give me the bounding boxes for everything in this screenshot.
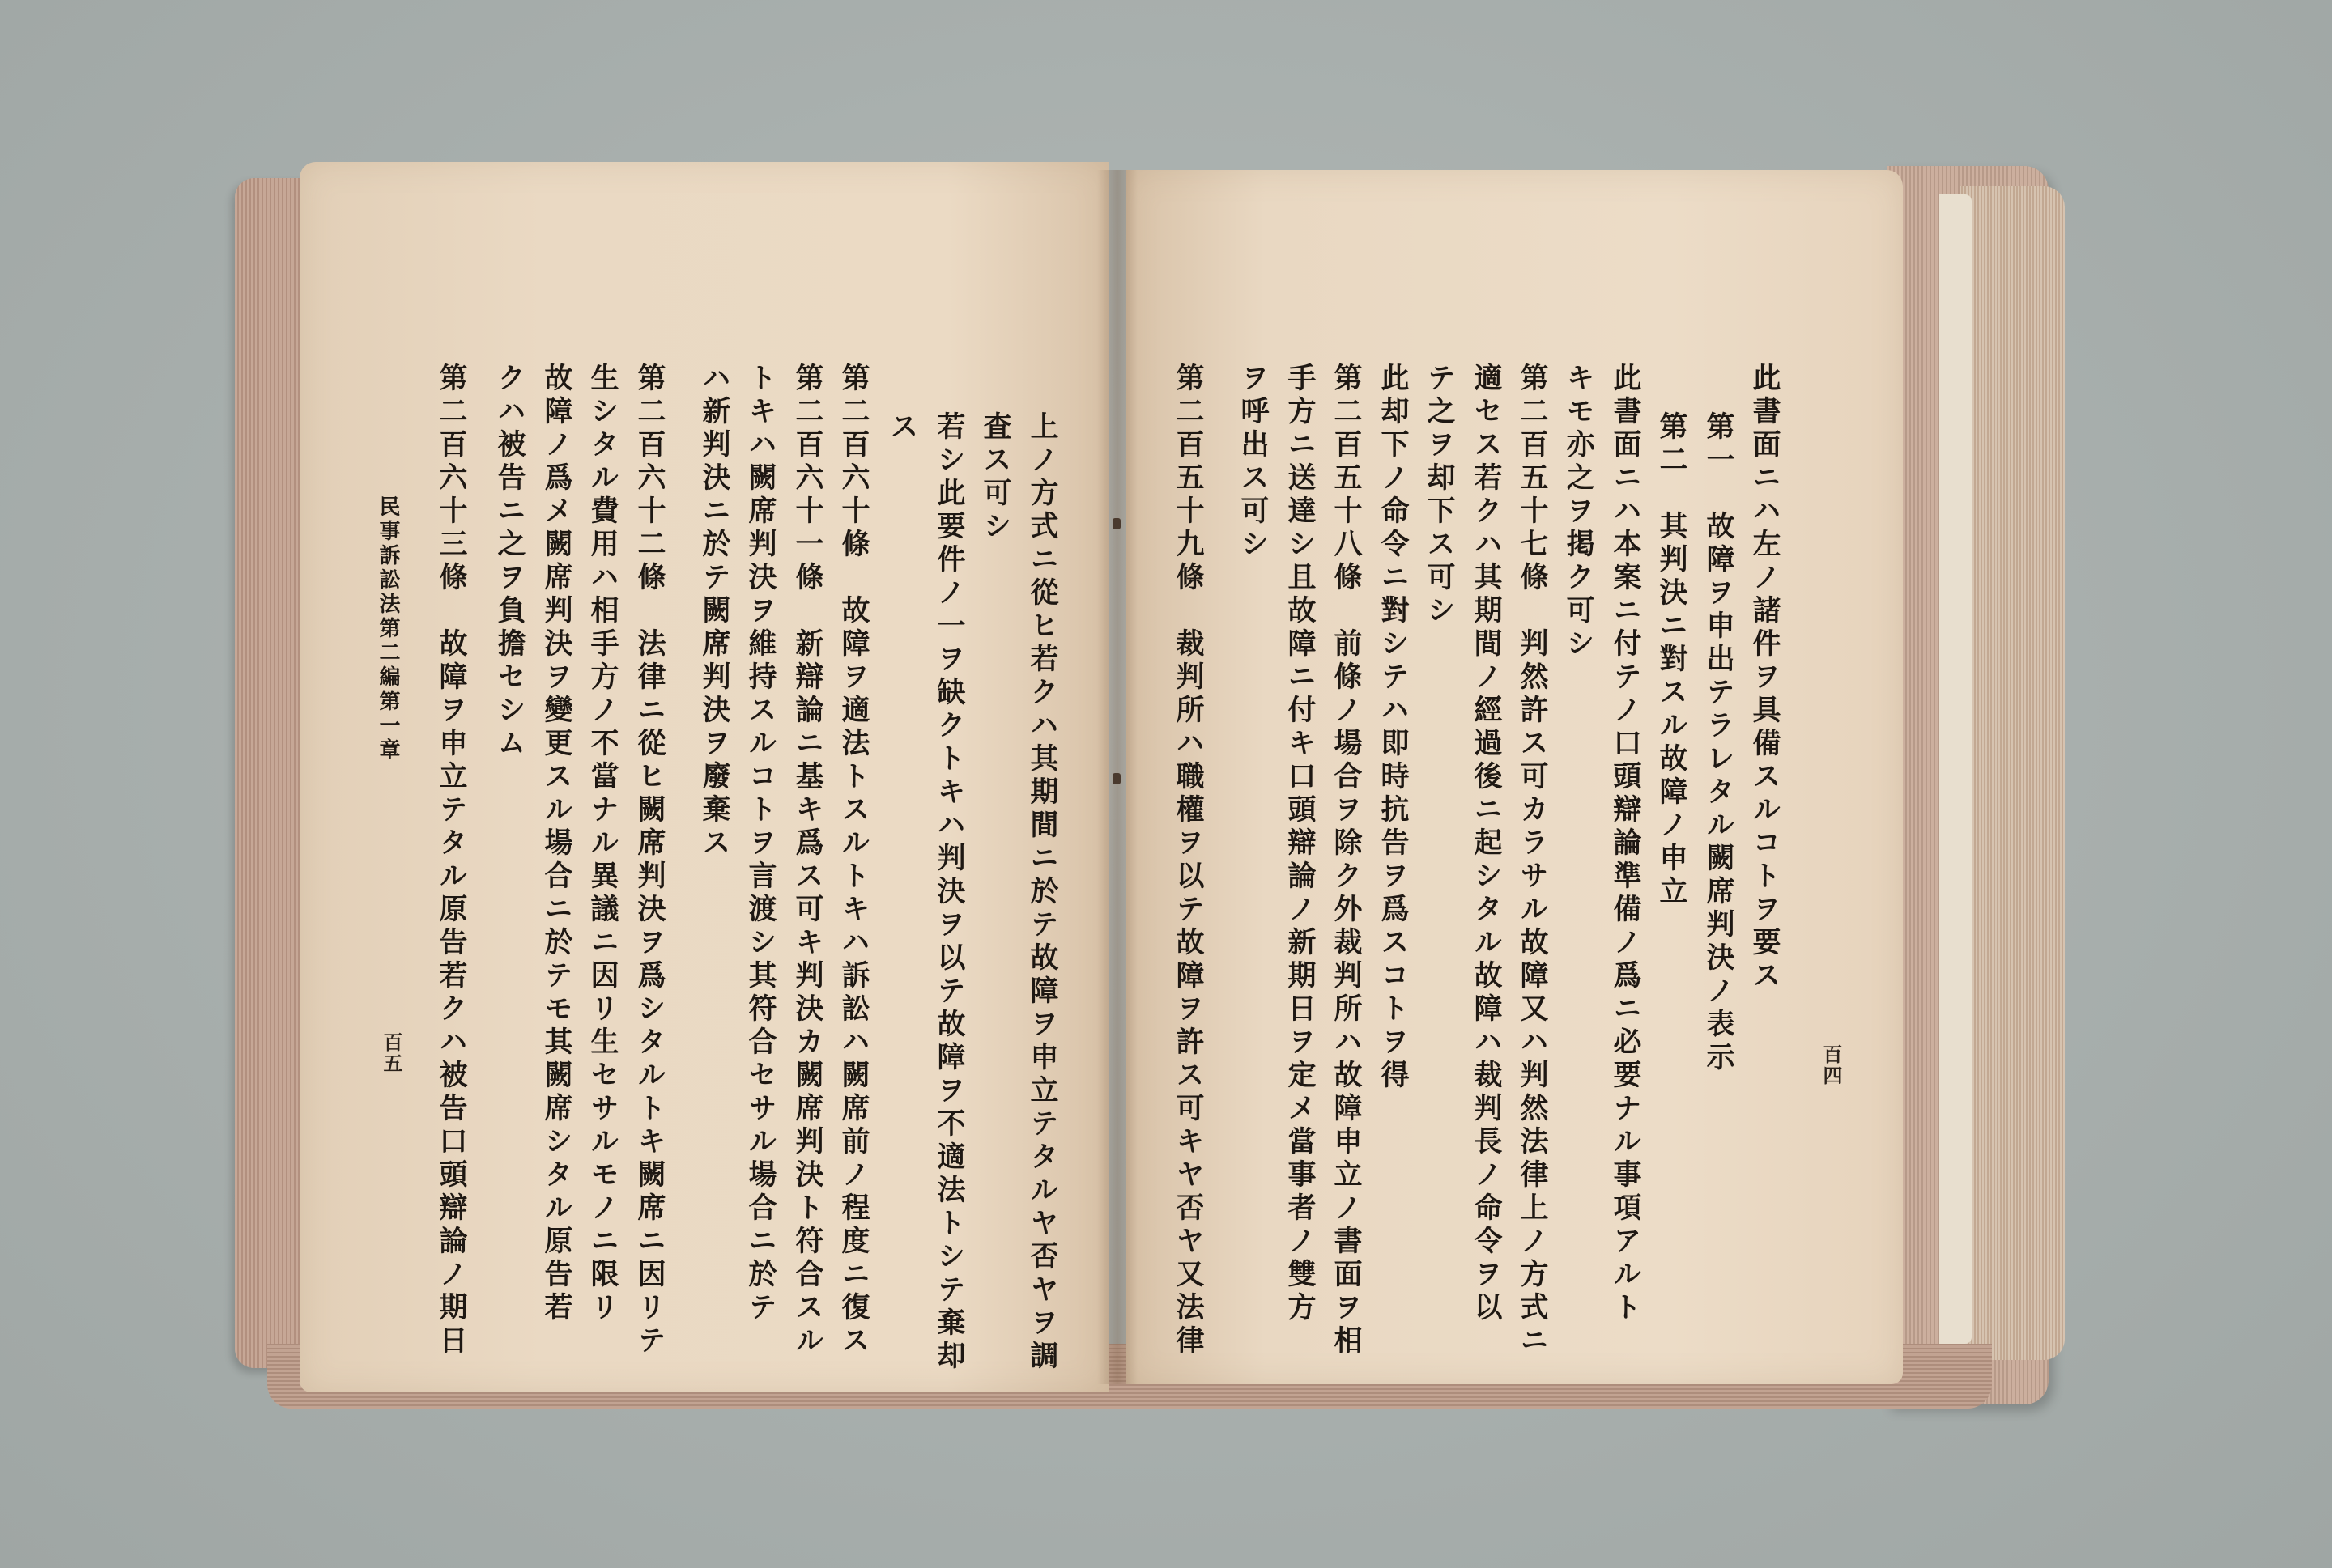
left-line-4: ス [886,411,919,444]
left-line-8: ハ新判決ニ於テ闕席判決ヲ廢棄ス [698,363,731,860]
right-line-5: キモ亦之ヲ掲ク可シ [1562,363,1595,661]
right-line-11: 手方ニ送達シ且故障ニ付キ口頭辯論ノ新期日ヲ定メ當事者ノ雙方 [1283,363,1317,1325]
left-line-5: 第二百六十條 故障ヲ適法トスルトキハ訴訟ハ闕席前ノ程度ニ復ス [837,363,870,1358]
left-line-12: クハ被告ニ之ヲ負擔セシム [493,363,526,761]
right-line-6: 第二百五十七條 判然許ス可カラサル故障又ハ判然法律上ノ方式ニ [1516,363,1549,1358]
right-line-1: 此書面ニハ左ノ諸件ヲ具備スルコトヲ要ス [1748,363,1781,993]
left-line-10: 生シタル費用ハ相手方ノ不當ナル異議ニ因リ生セサルモノニ限リ [586,363,619,1325]
left-line-3: 若シ此要件ノ一ヲ缺クトキハ判決ヲ以テ故障ヲ不適法トシテ棄却 [933,411,966,1374]
right-line-3: 第二 其判決ニ對スル故障ノ申立 [1655,411,1688,909]
running-head: 民事訴訟法第二編第一章 [376,495,400,763]
right-line-7: 適セス若クハ其期間ノ經過後ニ起シタル故障ハ裁判長ノ命令ヲ以 [1470,363,1503,1325]
left-line-13: 第二百六十三條 故障ヲ申立テタル原告若クハ被告口頭辯論ノ期日 [435,363,468,1358]
binding-stitch [1113,518,1121,529]
left-line-6: 第二百六十一條 新辯論ニ基キ爲ス可キ判決カ闕席判決ト符合スル [791,363,824,1358]
right-page [1126,170,1903,1384]
right-line-4: 此書面ニハ本案ニ付テノ口頭辯論準備ノ爲ニ必要ナル事項アルト [1609,363,1642,1325]
left-page-number: 百五 [380,1032,403,1074]
left-line-1: 上ノ方式ニ從ヒ若クハ其期間ニ於テ故障ヲ申立テタルヤ否ヤヲ調 [1026,411,1059,1374]
left-line-11: 故障ノ爲メ闕席判決ヲ變更スル場合ニ於テモ其闕席シタル原告若 [540,363,573,1325]
book-right-edge-leaf [1939,194,1972,1344]
right-line-8: テ之ヲ却下ス可シ [1423,363,1456,628]
right-page-number: 百四 [1819,1044,1843,1086]
left-line-2: 査ス可シ [979,411,1012,544]
book-right-edge-pages [1960,186,2065,1360]
left-line-9: 第二百六十二條 法律ニ從ヒ闕席判決ヲ爲シタルトキ闕席ニ因リテ [633,363,666,1358]
right-line-13: 第二百五十九條 裁判所ハ職權ヲ以テ故障ヲ許ス可キヤ否ヤ又法律 [1172,363,1205,1358]
right-line-9: 此却下ノ命令ニ對シテハ即時抗告ヲ爲スコトヲ得 [1377,363,1410,1093]
right-line-10: 第二百五十八條 前條ノ場合ヲ除ク外裁判所ハ故障申立ノ書面ヲ相 [1330,363,1363,1358]
left-line-7: トキハ闕席判決ヲ維持スルコトヲ言渡シ其符合セサル場合ニ於テ [744,363,777,1325]
binding-stitch [1113,773,1121,784]
right-line-2: 第一 故障ヲ申出テラレタル闕席判決ノ表示 [1702,411,1735,1075]
right-line-12: ヲ呼出ス可シ [1236,363,1270,562]
